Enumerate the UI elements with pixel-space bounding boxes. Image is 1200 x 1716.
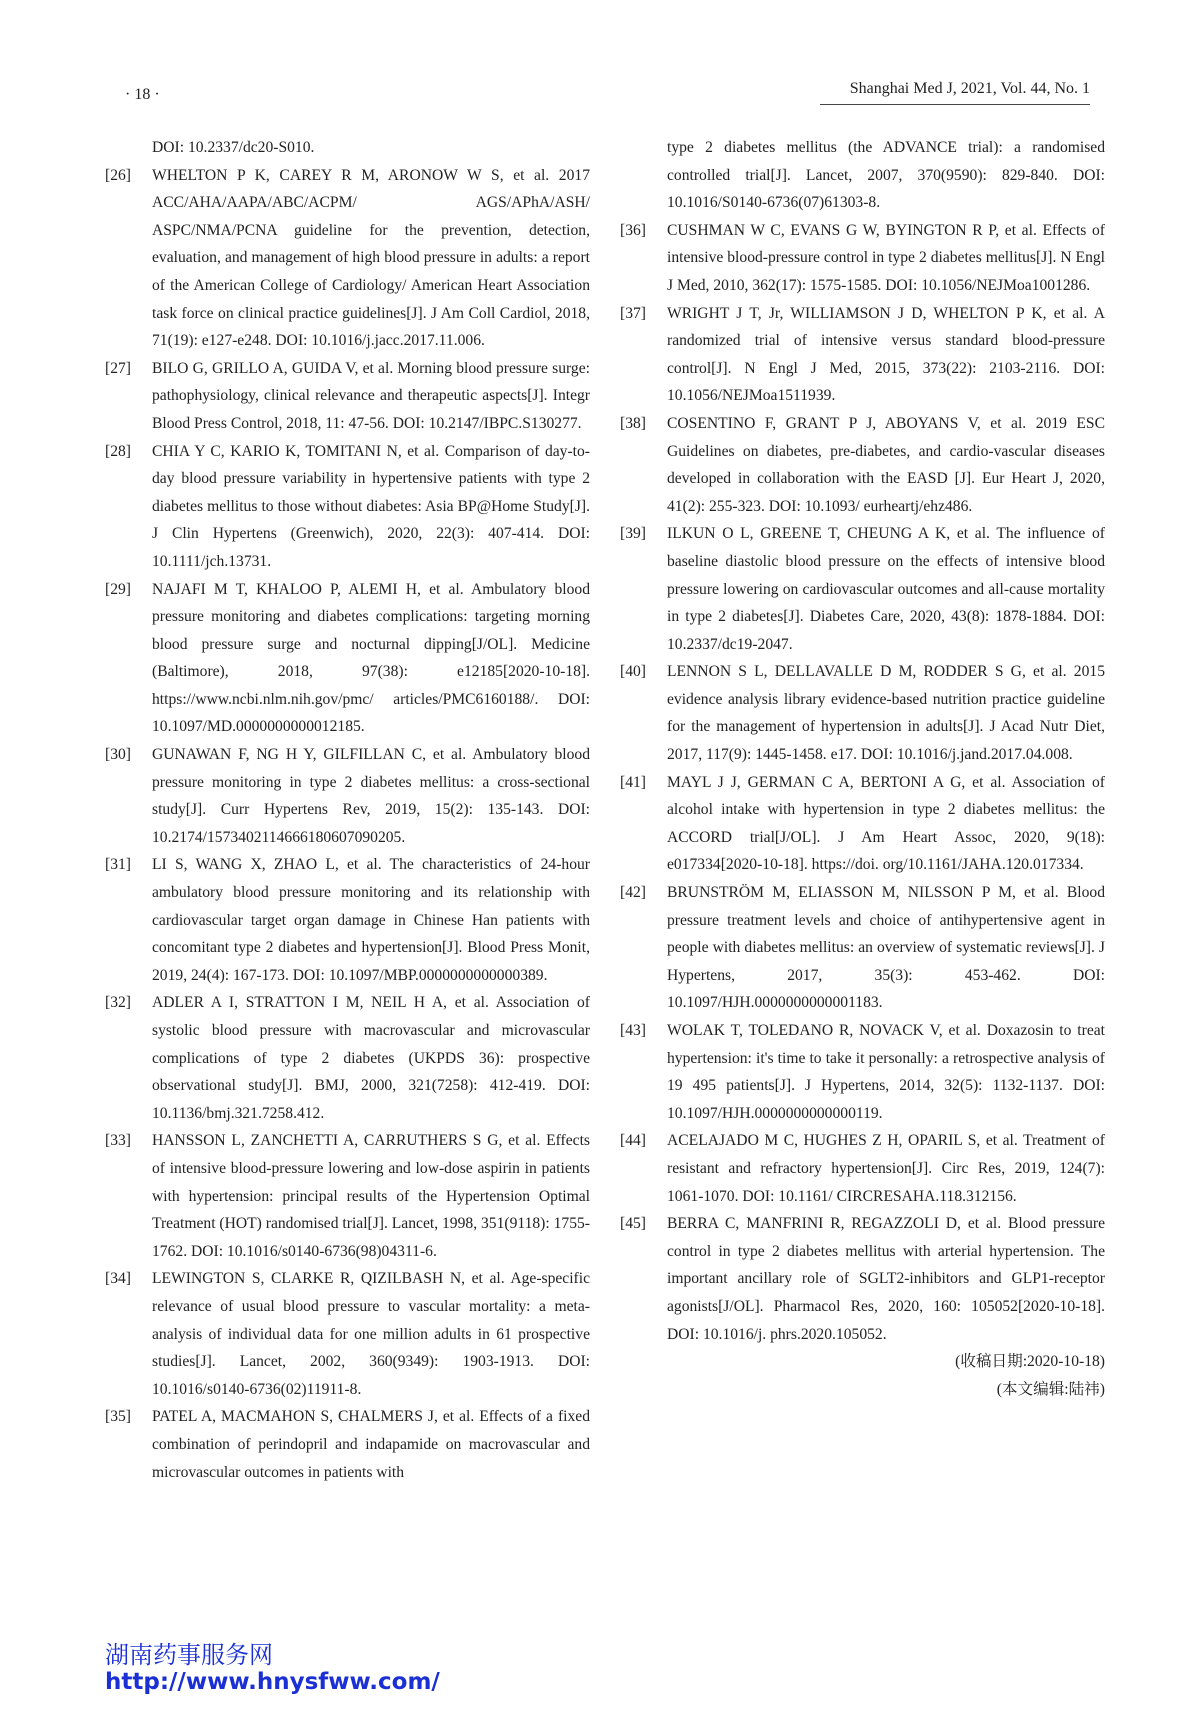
reference-number: [41] — [620, 773, 646, 791]
reference-number: [35] — [105, 1408, 131, 1426]
reference-number: [30] — [105, 746, 131, 764]
reference-text: ACELAJADO M C, HUGHES Z H, OPARIL S, et al. Treatment of resistant and refractory hypertension[J]. Circ Res, 2019, 124(7): 1061-1070. DOI: 10.1161/ CIRCRESAHA.118.312156. — [667, 1132, 1105, 1205]
reference-text: ILKUN O L, GREENE T, CHEUNG A K, et al. The influence of baseline diastolic blood pressure on the effects of intensive blood pressure lowering on cardiovascular outcomes and all-cause mortality in type 2 diabetes[J]. Diabetes Care, 2020, 43(8): 1878-1884. DOI: 10.2337/dc19-2047. — [667, 525, 1105, 653]
reference-item — [620, 1210, 1105, 1348]
received-date: (收稿日期:2020-10-18) — [955, 1353, 1105, 1371]
reference-text: CHIA Y C, KARIO K, TOMITANI N, et al. Comparison of day-to-day blood pressure variability in hypertensive patients with type 2 diabetes mellitus to those without diabetes: Asia BP@Home Study[J]. J Clin Hypertens (Greenwich), 2020, 22(3): 407-414. DOI: 10.1111/jch.13731. — [152, 442, 590, 570]
reference-item — [105, 1403, 590, 1486]
reference-number: [36] — [620, 221, 646, 239]
reference-number: [45] — [620, 1215, 646, 1233]
reference-number: [43] — [620, 1022, 646, 1039]
reference-text: BERRA C, MANFRINI R, REGAZZOLI D, et al. Blood pressure control in type 2 diabetes mellitus with arterial hypertension. The important ancillary role of SGLT2-inhibitors and GLP1-receptor agonists[J/OL]. Pharmacol Res, 2020, 160: 105052[2020-10-18]. DOI: 10.1016/j. phrs.2020.105052. — [667, 1215, 1105, 1343]
reference-item — [105, 989, 590, 1127]
reference-item — [620, 769, 1105, 879]
reference-text: MAYL J J, GERMAN C A, BERTONI A G, et al. Association of alcohol intake with hypertension in type 2 diabetes mellitus: the ACCORD trial[J/OL]. J Am Heart Assoc, 2020, 9(18): e017334[2020-10-18]. https://doi. org/10.1161/JAHA.120.017334. — [667, 773, 1105, 874]
reference-item — [105, 741, 590, 851]
reference-text: GUNAWAN F, NG H Y, GILFILLAN C, et al. Ambulatory blood pressure monitoring in type 2 diabetes mellitus: a cross-sectional study[J]. Curr Hypertens Rev, 2019, 15(2): 135-143. DOI: 10.2174/1573402114666180607090205. — [152, 746, 590, 846]
reference-number: [33] — [105, 1132, 131, 1150]
reference-text: NAJAFI M T, KHALOO P, ALEMI H, et al. Ambulatory blood pressure monitoring and diabetes complications: targeting morning blood pressure surge and nocturnal dipping[J/OL]. Medicine (Baltimore), 2018, 97(38): e12185[2020-10-18]. https://www.ncbi.nlm.nih.gov/pmc/ articles/PMC6160188/. DOI: 10.1097/MD.0000000000012185. — [152, 580, 590, 736]
page-header — [0, 0, 1200, 120]
reference-item — [620, 1017, 1105, 1127]
reference-continuation — [620, 134, 1105, 217]
watermark — [105, 1642, 440, 1696]
reference-item — [620, 520, 1105, 658]
reference-text: LI S, WANG X, ZHAO L, et al. The characteristics of 24-hour ambulatory blood pressure monitoring and its relationship with cardiovascular target organ damage in Chinese Han patients with concomitant type 2 diabetes and hypertension[J]. Blood Press Monit, 2019, 24(4): 167-173. DOI: 10.1097/MBP.0000000000000389. — [152, 856, 590, 984]
reference-text: HANSSON L, ZANCHETTI A, CARRUTHERS S G, et al. Effects of intensive blood-pressure lowering and low-dose aspirin in patients with hypertension: principal results of the Hypertension Optimal Treatment (HOT) randomised trial[J]. Lancet, 1998, 351(9118): 1755-1762. DOI: 10.1016/s0140-6736(98)04311-6. — [152, 1132, 590, 1260]
reference-number: [31] — [105, 856, 131, 874]
reference-text: CUSHMAN W C, EVANS G W, BYINGTON R P, et al. Effects of intensive blood-pressure control in type 2 diabetes mellitus[J]. N Engl J Med, 2010, 362(17): 1575-1585. DOI: 10.1056/NEJMoa1001286. — [667, 221, 1105, 294]
watermark-site-name: 湖南药事服务网 — [105, 1641, 273, 1669]
reference-item — [620, 300, 1105, 410]
reference-item — [105, 851, 590, 989]
reference-item — [105, 162, 590, 355]
reference-item — [105, 576, 590, 742]
reference-text: BRUNSTRÖM M, ELIASSON M, NILSSON P M, et al. Blood pressure treatment levels and choice of antihypertensive agent in people with diabetes mellitus: an overview of systematic reviews[J]. J Hypertens, 2017, 35(3): 453-462. DOI: 10.1097/HJH.0000000000001183. — [667, 884, 1105, 1012]
reference-text: DOI: 10.2337/dc20-S010. — [152, 139, 315, 156]
reference-item — [620, 1127, 1105, 1210]
reference-number: [26] — [105, 166, 131, 184]
reference-number: [40] — [620, 663, 646, 681]
page-number: · 18 · — [125, 86, 160, 103]
reference-text: WRIGHT J T, Jr, WILLIAMSON J D, WHELTON P K, et al. A randomized trial of intensive versus standard blood-pressure control[J]. N Engl J Med, 2015, 373(22): 2103-2116. DOI: 10.1056/NEJMoa1511939. — [667, 304, 1105, 405]
reference-number: [27] — [105, 359, 131, 377]
reference-text: ADLER A I, STRATTON I M, NEIL H A, et al. Association of systolic blood pressure with macrovascular and microvascular complications of type 2 diabetes (UKPDS 36): prospective observational study[J]. BMJ, 2000, 321(7258): 412-419. DOI: 10.1136/bmj.321.7258.412. — [152, 994, 590, 1122]
header-rule — [820, 104, 1090, 105]
reference-continuation — [105, 134, 590, 162]
watermark-url[interactable]: http://www.hnysfww.com/ — [105, 1669, 440, 1695]
reference-item — [105, 438, 590, 576]
reference-text: LENNON S L, DELLAVALLE D M, RODDER S G, et al. 2015 evidence analysis library evidence-based nutrition practice guideline for the management of hypertension in adults[J]. J Acad Nutr Diet, 2017, 117(9): 1445-1458. e17. DOI: 10.1016/j.jand.2017.04.008. — [667, 663, 1105, 764]
reference-item — [620, 410, 1105, 520]
reference-item — [105, 1127, 590, 1265]
reference-text: type 2 diabetes mellitus (the ADVANCE trial): a randomised controlled trial[J]. Lancet, 2007, 370(9590): 829-840. DOI: 10.1016/S0140-6736(07)61303-8. — [667, 139, 1105, 212]
editor-note: (本文编辑:陆祎) — [996, 1380, 1105, 1398]
reference-item — [620, 658, 1105, 768]
reference-item — [105, 1265, 590, 1403]
reference-text: BILO G, GRILLO A, GUIDA V, et al. Morning blood pressure surge: pathophysiology, clinical relevance and therapeutic aspects[J]. Integr Blood Press Control, 2018, 11: 47-56. DOI: 10.2147/IBPC.S130277. — [152, 359, 590, 432]
right-column — [620, 134, 1105, 1403]
reference-text: PATEL A, MACMAHON S, CHALMERS J, et al. Effects of a fixed combination of perindopril and indapamide on macrovascular and microvascular outcomes in patients with — [152, 1408, 590, 1481]
reference-text: WHELTON P K, CAREY R M, ARONOW W S, et al. 2017 ACC/AHA/AAPA/ABC/ACPM/ AGS/APhA/ASH/ ASPC/NMA/PCNA guideline for the prevention, detection, evaluation, and management of high blood pressure in adults: a report of the American College of Cardiology/ American Heart Association task force on clinical practice guidelines[J]. J Am Coll Cardiol, 2018, 71(19): e127-e248. DOI: 10.1016/j.jacc.2017.11.006. — [152, 166, 590, 350]
reference-item — [620, 217, 1105, 300]
left-column — [105, 134, 590, 1486]
reference-item — [620, 879, 1105, 1017]
reference-number: [29] — [105, 580, 131, 598]
reference-number: [32] — [105, 994, 131, 1012]
reference-text: WOLAK T, TOLEDANO R, NOVACK V, et al. Doxazosin to treat hypertension: it's time to take it personally: a retrospective analysis of 19 495 patients[J]. J Hypertens, 2014, 32(5): 1132-1137. DOI: 10.1097/HJH.0000000000000119. — [667, 1022, 1105, 1122]
reference-number: [39] — [620, 525, 646, 543]
reference-number: [38] — [620, 414, 646, 432]
reference-number: [28] — [105, 442, 131, 460]
reference-number: [34] — [105, 1270, 131, 1288]
reference-item — [105, 355, 590, 438]
reference-number: [37] — [620, 304, 646, 322]
reference-number: [42] — [620, 884, 646, 902]
reference-text: LEWINGTON S, CLARKE R, QIZILBASH N, et al. Age-specific relevance of usual blood pressure to vascular mortality: a meta-analysis of individual data for one million adults in 61 prospective studies[J]. Lancet, 2002, 360(9349): 1903-1913. DOI: 10.1016/s0140-6736(02)11911-8. — [152, 1270, 590, 1398]
journal-citation: Shanghai Med J, 2021, Vol. 44, No. 1 — [849, 80, 1090, 97]
reference-number: [44] — [620, 1132, 646, 1150]
reference-text: COSENTINO F, GRANT P J, ABOYANS V, et al. 2019 ESC Guidelines on diabetes, pre-diabetes, and cardio-vascular diseases developed in collaboration with the EASD [J]. Eur Heart J, 2020, 41(2): 255-323. DOI: 10.1093/ eurheartj/ehz486. — [667, 414, 1105, 515]
